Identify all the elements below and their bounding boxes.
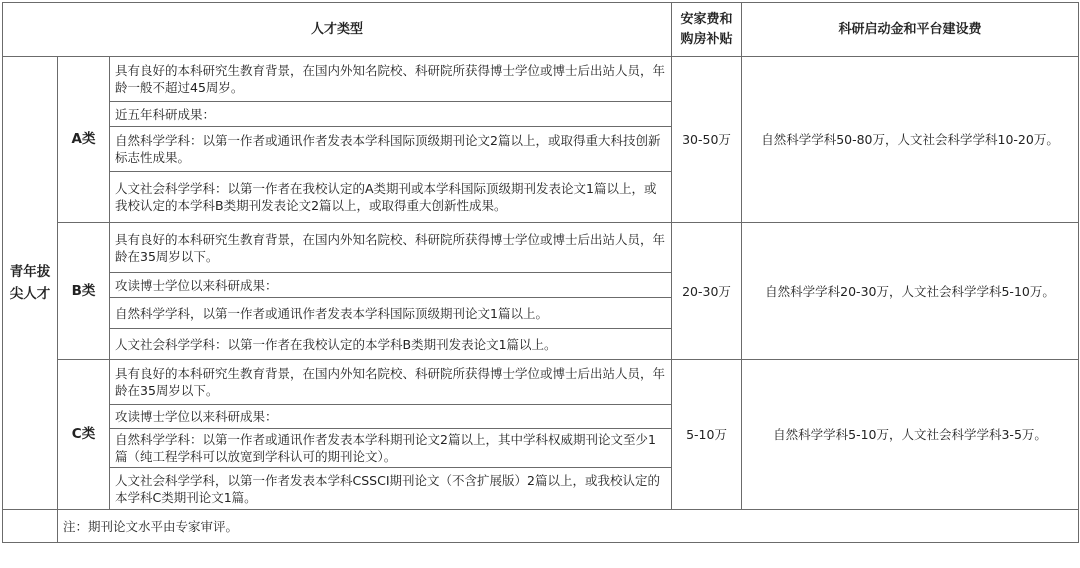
header-talent-type: 人才类型: [3, 3, 672, 57]
class-b-criterion-4: 人文社会科学学科：以第一作者在我校认定的本学科B类期刊发表论文1篇以上。: [110, 329, 672, 360]
header-research-funding: 科研启动金和平台建设费: [742, 3, 1079, 57]
header-subsidy: [672, 3, 742, 57]
category-line1: 青年拔: [9, 264, 51, 280]
header-subsidy-line2: 购房补贴: [680, 31, 733, 47]
class-a-criterion-4: 人文社会科学学科：以第一作者在我校认定的A类期刊或本学科国际顶级期刊发表论文1篇以上，或我校认定的本学科B类期刊发表论文2篇以上，或取得重大创新性成果。: [110, 172, 672, 223]
class-b-label: B类: [58, 223, 110, 360]
class-c-criterion-1: 具有良好的本科研究生教育背景，在国内外知名院校、科研院所获得博士学位或博士后出站人员，年龄在35周岁以下。: [110, 360, 672, 405]
class-a-criterion-3: 自然科学学科：以第一作者或通讯作者发表本学科国际顶级期刊论文2篇以上，或取得重大科技创新标志性成果。: [110, 127, 672, 172]
class-a-label: A类: [58, 57, 110, 223]
class-a-criterion-2: 近五年科研成果：: [110, 102, 672, 127]
header-subsidy-line1: 安家费和: [680, 11, 733, 27]
class-c-funding: 自然科学学科5-10万，人文社会科学学科3-5万。: [742, 360, 1079, 510]
class-b-criterion-1: 具有良好的本科研究生教育背景，在国内外知名院校、科研院所获得博士学位或博士后出站人员，年龄在35周岁以下。: [110, 223, 672, 273]
class-b-criterion-3: 自然科学学科，以第一作者或通讯作者发表本学科国际顶级期刊论文1篇以上。: [110, 298, 672, 329]
class-b-funding: 自然科学学科20-30万，人文社会科学学科5-10万。: [742, 223, 1079, 360]
class-c-criterion-3: 自然科学学科：以第一作者或通讯作者发表本学科期刊论文2篇以上，其中学科权威期刊论文至少1篇（纯工程学科可以放宽到学科认可的期刊论文）。: [110, 429, 672, 468]
class-c-label: C类: [58, 360, 110, 510]
note-spacer: [3, 510, 58, 543]
class-a-subsidy: 30-50万: [672, 57, 742, 223]
class-a-funding: 自然科学学科50-80万，人文社会科学学科10-20万。: [742, 57, 1079, 223]
note-text: 注：期刊论文水平由专家审评。: [58, 510, 1079, 543]
category-line2: 尖人才: [9, 286, 51, 302]
class-c-criterion-4: 人文社会科学学科，以第一作者发表本学科CSSCI期刊论文（不含扩展版）2篇以上，或我校认定的本学科C类期刊论文1篇。: [110, 468, 672, 510]
class-c-subsidy: 5-10万: [672, 360, 742, 510]
header-row: [3, 3, 1079, 57]
table-row: [3, 223, 1079, 273]
category-cell: [3, 57, 58, 510]
note-row: [3, 510, 1079, 543]
class-b-subsidy: 20-30万: [672, 223, 742, 360]
class-c-criterion-2: 攻读博士学位以来科研成果：: [110, 405, 672, 429]
talent-policy-table: [2, 2, 1079, 543]
class-a-criterion-1: 具有良好的本科研究生教育背景，在国内外知名院校、科研院所获得博士学位或博士后出站人员，年龄一般不超过45周岁。: [110, 57, 672, 102]
class-b-criterion-2: 攻读博士学位以来科研成果：: [110, 273, 672, 298]
table-row: [3, 360, 1079, 405]
table-row: [3, 57, 1079, 102]
